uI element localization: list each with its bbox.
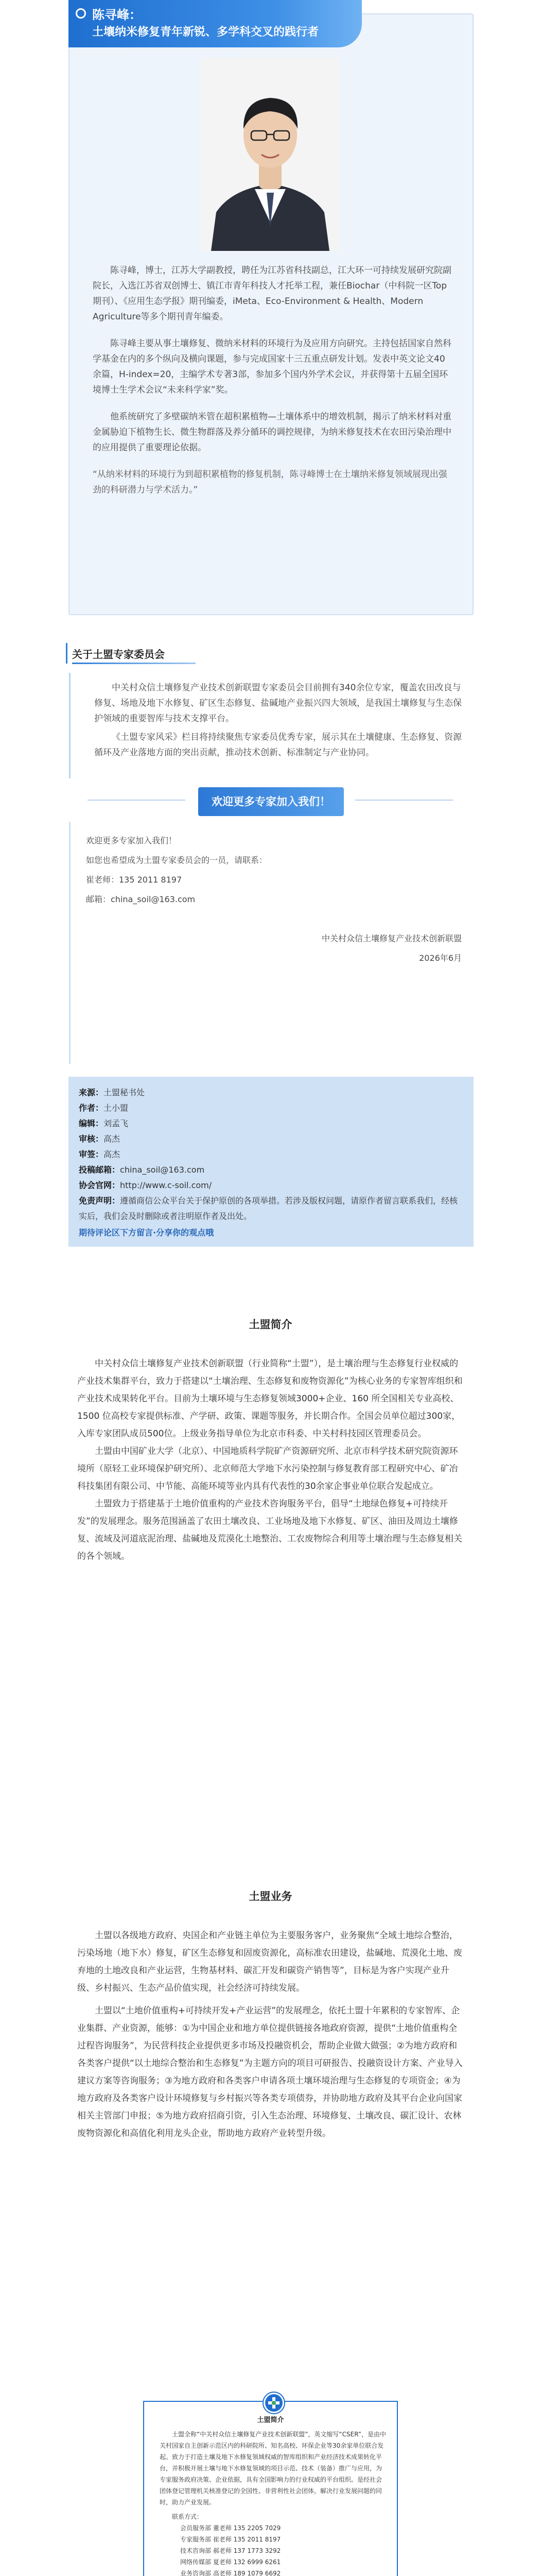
credit-approver: 审签：高杰 (79, 1149, 120, 1159)
comment-cta[interactable]: 期待评论区下方留言·分享你的观点哦 (79, 1228, 214, 1238)
intro-body (77, 1355, 466, 1565)
expert-tagline: 土壤纳米修复青年新锐、多学科交叉的践行者 (92, 26, 319, 39)
invite-box (69, 822, 473, 1064)
intro-paragraph-2: 土盟由中国矿业大学（北京）、中国地质科学院矿产资源研究所、北京市科学技术研究院资源环境所（原轻工业环境保护研究所）、北京师范大学地下水污染控制与修复教育部工程研究中心、矿冶科技集团有限公司、中节能、高能环境等业内具有代表性的30余家企事业单位联合发起成立。 (77, 1446, 458, 1492)
call-banner: 欢迎更多专家加入我们！ (198, 787, 344, 816)
committee-header (0, 638, 541, 674)
business-paragraph-2: 土盟以“土地价值重构+可持续开发+产业运营”的发展理念，依托土盟十年累积的专家智库、企业集群、产业资源，能够：①为中国企业和地方单位提供链接各地政府资源，提供“土地价值重构全过程咨询服务”，为民营科技企业提供更多市场及投融资机会，帮助企业做大做强；②为地方政府和各类客户提供“以土地综合整治和生态修复”为主题方向的项目可研报告、投融资设计方案、产业导入建议方案等咨询服务；③为地方政府和各类客户申请各项土壤环境治理与生态修复的专项资金；④为地方政府及各类客户设计环境修复与乡村振兴等各类专项债券，并协助地方政府及其平台企业向国家相关主管部门申报；⑤为地方政府招商引资，引入生态治理、环境修复、土壤改良、碳汇设计、农林废物资源化和高值化利用龙头企业，帮助地方政府产业转型升级。 (77, 2006, 463, 2139)
committee-box (69, 673, 473, 778)
intro-paragraph-1: 中关村众信土壤修复产业技术创新联盟（行业简称“土盟”），是土壤治理与生态修复行业权威的产业技术集群平台，致力于搭建以“土壤治理、生态修复和废物资源化”为核心业务的专家智库组织和产业技术成果转化平台。目前为土壤环境与生态修复领域3000+企业、160 所全国相关专业高校、1500 位高校专家提供标准、产学研、政策、课题等服务，并长期合作。全国会员单位超过300家，入库专家团队成员500位。上级业务指导单位为北京市科委、中关村科技园区管理委员会。 (77, 1359, 463, 1439)
alliance-logo-icon (263, 2392, 285, 2414)
contacts-title: 联系方式： (172, 2513, 203, 2520)
bio-paragraph-3: 他系统研究了多壁碳纳米管在超积累植物—土壤体系中的增效机制，揭示了纳米材料对重金属胁迫下植物生长、微生物群落及养分循环的调控规律，为纳米修复技术在农田污染治理中的应用提供了重要理论依据。 (93, 412, 451, 453)
contact-business: 业务咨询部 高老师 189 1079 6692 (180, 2570, 281, 2576)
committee-heading: 关于土盟专家委员会 (72, 648, 165, 660)
portrait-illustration (201, 58, 340, 251)
credit-disclaimer: 免责声明：遵循商信公众平台关于保护原创的各项举措。若涉及版权问题，请原作者留言联系我们，经核实后，我们会及时删除或者注明原作者及出处。 (79, 1196, 458, 1221)
bio-paragraph-2: 陈寻峰主要从事土壤修复、微纳米材料的环境行为及应用方向研究。主持包括国家自然科学基金在内的多个纵向及横向课题，参与完成国家十三五重点研发计划。发表中英文论文40余篇，H-index=20，主编学术专著3部，参加多个国内外学术会议，并获得第十五届全国环境博士生学术会议“未来科学家”奖。 (93, 338, 451, 395)
contact-member: 会员服务部 董老师 135 2205 7029 (180, 2524, 281, 2532)
divider-left (88, 800, 185, 801)
profile-bio (93, 263, 453, 509)
corner-bracket-icon (66, 643, 71, 664)
card-title: 土盟简介 (257, 2416, 284, 2424)
invite-org: 中关村众信土壤修复产业技术创新联盟 (321, 934, 462, 943)
card-paragraph: 土盟全称“中关村众信土壤修复产业技术创新联盟”，英文缩写“CSER”，是由中关村国家自主创新示范区内的科研院所、知名高校、环保企业等30余家单位联合发起。致力于打造土壤及地下水修复领域权威的智库组织和产业经济技术成果转化平台，并积极开展土壤与地下水修复领域的项目示范、技术（装备）推广与应用，为专家服务政府决策、企业依据，具有全国影响力的行业权威的平台组织。是经社会团体登记管理机关核准登记的全国性、非营利性社会团体，解决行业发展问题的同时，助力产业发展。 (160, 2431, 387, 2506)
bio-paragraph-1: 陈寻峰，博士，江苏大学副教授，聘任为江苏省科技副总，江大环一可持续发展研究院副院长，入选江苏省双创博士、镇江市青年科技人才托举工程，兼任Biochar（中科院一区Top期刊）、《应用生态学报》期刊编委，iMeta、Eco-Environment & Health、Modern Agriculture等多个期刊青年编委。 (93, 265, 451, 322)
contact-tech: 技术咨询部 郝老师 137 1773 3292 (180, 2547, 281, 2554)
business-paragraph-1: 土盟以各级地方政府、央国企和产业链主单位为主要服务客户，业务聚焦“全域土地综合整治，污染场地（地下水）修复，矿区生态修复和固废资源化，高标准农田建设，盐碱地、荒漠化土地、废弃地的土地改良和产业运营，生物基材料、碳汇开发和碳资产销售等”，目标是为客户实现产业升级、乡村振兴、生态产品价值实现，社会经济可持续发展。 (77, 1930, 462, 1993)
intro-paragraph-3: 土盟致力于搭建基于土地价值重构的产业技术咨询服务平台，倡导“土地绿色修复+可持续开发”的发展理念。服务范围涵盖了农田土壤改良、工业场地及地下水修复、矿区、油田及周边土壤修复、流域及河道底泥治理、盐碱地及荒漠化土地整治、工农废物综合利用等土壤治理与生态修复相关的各个领域。 (77, 1499, 462, 1562)
credit-website[interactable]: 协会官网：http://www.c-soil.com/ (79, 1180, 212, 1190)
committee-paragraph-1: 中关村众信土壤修复产业技术创新联盟专家委员会目前拥有340余位专家，覆盖农田改良与修复、场地及地下水修复、矿区生态修复、盐碱地产业振兴四大领域，是我国土壤修复与生态保护领域的重要智库与技术支撑平台。 (94, 683, 462, 724)
credit-editor: 编辑：刘孟飞 (79, 1118, 129, 1128)
divider-right (355, 800, 453, 801)
profile-section (0, 0, 541, 631)
committee-paragraph-2: 《土盟专家风采》栏目将持续聚焦专家委员优秀专家，展示其在土壤健康、生态修复、资源循环及产业落地方面的突出贡献，推动技术创新、标准制定与产业协同。 (94, 732, 462, 758)
card-contacts (160, 2511, 387, 2576)
contact-phone[interactable]: 崔老师：135 2011 8197 (86, 875, 182, 885)
contact-media: 网络传媒部 夏老师 132 6999 6261 (180, 2558, 281, 2566)
credit-source: 来源：土盟秘书处 (79, 1088, 145, 1097)
expert-name: 陈寻峰： (92, 8, 142, 22)
ring-icon (76, 8, 86, 19)
intro-title: 土盟简介 (249, 1318, 292, 1331)
credit-reviewer: 审核：高杰 (79, 1134, 120, 1144)
profile-banner (68, 0, 362, 47)
heading-underline (72, 663, 196, 664)
logo-mark (264, 2393, 284, 2413)
invite-date: 2026年6月 (419, 953, 462, 963)
credit-author: 作者：土小盟 (79, 1103, 129, 1113)
invite-line-2: 如您也希望成为土盟专家委员会的一员，请联系： (86, 855, 268, 865)
contact-expert: 专家服务部 崔老师 135 2011 8197 (180, 2536, 281, 2543)
contact-email[interactable]: 邮箱：china_soil@163.com (86, 894, 196, 904)
invite-line-1: 欢迎更多专家加入我们！ (86, 836, 177, 845)
business-body (77, 1927, 466, 2142)
bio-quote: “从纳米材料的环境行为到超积累植物的修复机制，陈寻峰博士在土壤纳米修复领域展现出强劲的科研潜力与学术活力。” (93, 469, 447, 495)
business-title: 土盟业务 (249, 1890, 292, 1903)
credits-panel (68, 1077, 474, 1247)
alliance-card (143, 2401, 398, 2576)
expert-portrait (201, 58, 340, 251)
credit-submit-email[interactable]: 投稿邮箱：china_soil@163.com (79, 1165, 205, 1175)
